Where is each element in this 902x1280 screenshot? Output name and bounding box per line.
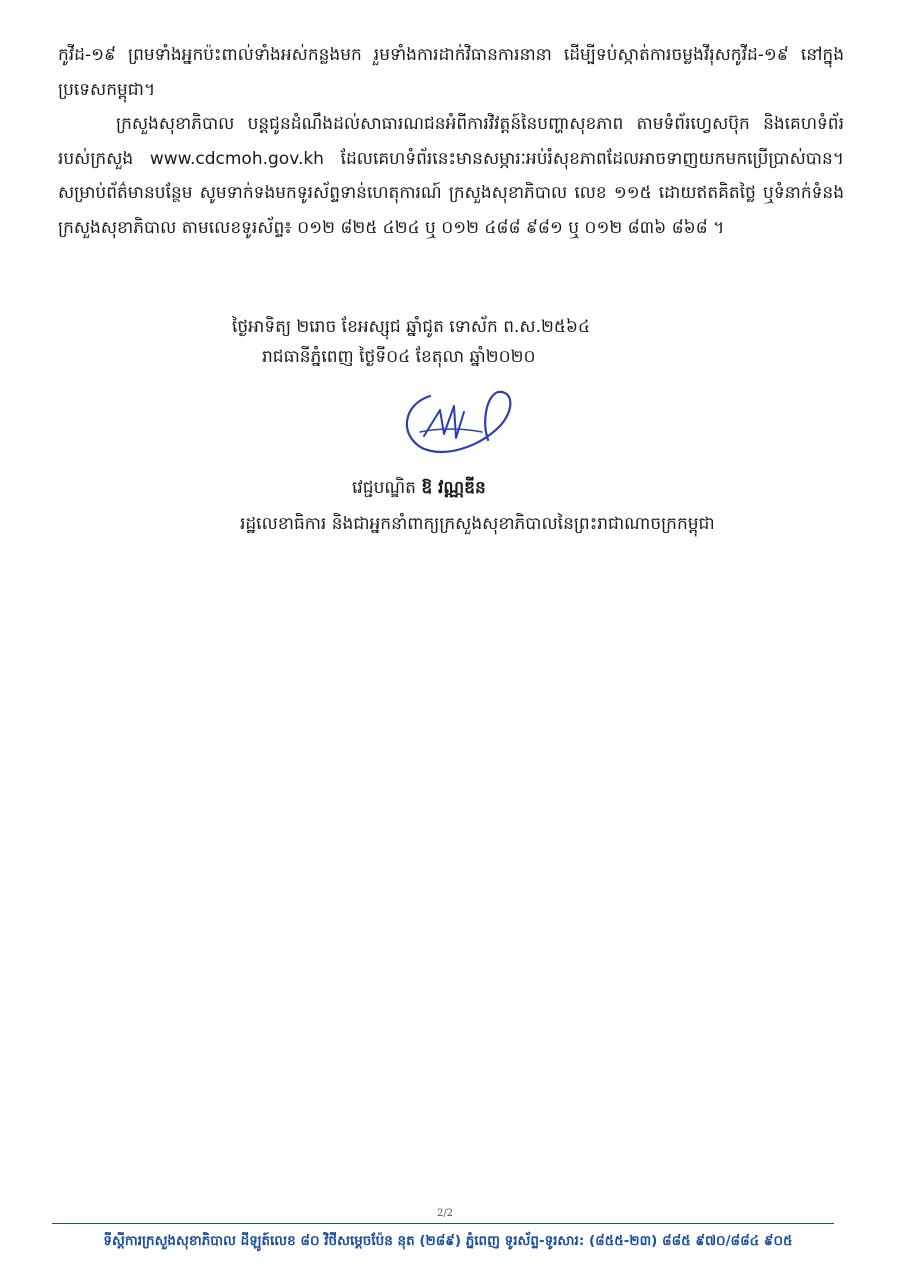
date-block [232, 312, 752, 372]
paragraph-covid-measures: កូវីដ-១៩ ព្រមទាំងអ្នកប៉ះពាល់ទាំងអស់កន្លងមក រួមទាំងការដាក់វិធានការនានា ដើម្បីទប់ស្កាត់ការចម្លងវីរុសកូវីដ-១៩ នៅក្នុងប្រទេសកម្ពុជា។ [58, 45, 844, 100]
footer-divider [52, 1223, 834, 1224]
paragraph-contact-info: ក្រសួងសុខាភិបាល បន្តជូនដំណឹងដល់សាធារណជនអំពីការវិវត្តន៍នៃបញ្ហាសុខភាព តាមទំព័រហ្វេសប៊ុក និងគេហទំព័ររបស់ក្រសួង www.cdcmoh.gov.kh ដែលគេហទំព័រនេះមានសម្ភារៈអប់រំសុខភាពដែលអាចទាញយកមកប្រើប្រាស់បាន។ សម្រាប់ព័ត៌មានបន្ថែម សូមទាក់ទងមកទូរស័ព្ទទាន់ហេតុការណ៍ ក្រសួងសុខាភិបាល លេខ ១១៥ ដោយឥតគិតថ្លៃ ឬទំនាក់ទំនងក្រសួងសុខាភិបាល តាមលេខទូរស័ព្ទ៖ ០១២ ៨២៥ ៤២៤ ឬ ០១២ ៤៨៨ ៩៨១ ឬ ០១២ ៨៣៦ ៨៦៨ ។ [58, 114, 844, 238]
footer-address: ទីស្តីការក្រសួងសុខាភិបាល ដីឡូត៍លេខ ៨០ វិថីសម្តេចប៉ែន នុត (២៨៩) ភ្នំពេញ ទូរស័ព្ទ-ទូរសារ: (៨៥៥-២៣) ៨៨៥ ៩៧០/៨៨៤ ៩០៥ [103, 1233, 793, 1249]
lunar-date: ថ្ងៃអាទិត្យ ២រោច ខែអស្សុជ ឆ្នាំជូត ទោស័ក ព.ស.២៥៦៤ [232, 317, 590, 337]
signatory-title: រដ្ឋលេខាធិការ និងជាអ្នកនាំពាក្យក្រសួងសុខាភិបាលនៃព្រះរាជាណាចក្រកម្ពុជា [240, 514, 715, 534]
letter-body [58, 38, 844, 245]
page-number: 2/2 [436, 1208, 454, 1219]
handwritten-signature [392, 382, 522, 454]
signatory-prefix: វេជ្ជបណ្ឌិត [352, 478, 422, 498]
signatory-name: ឱ វណ្ណឌីន [421, 478, 486, 498]
signatory-line [352, 476, 486, 500]
solar-date: រាជធានីភ្នំពេញ ថ្ងៃទី០៤ ខែតុលា ឆ្នាំ២០២០ [262, 347, 536, 367]
